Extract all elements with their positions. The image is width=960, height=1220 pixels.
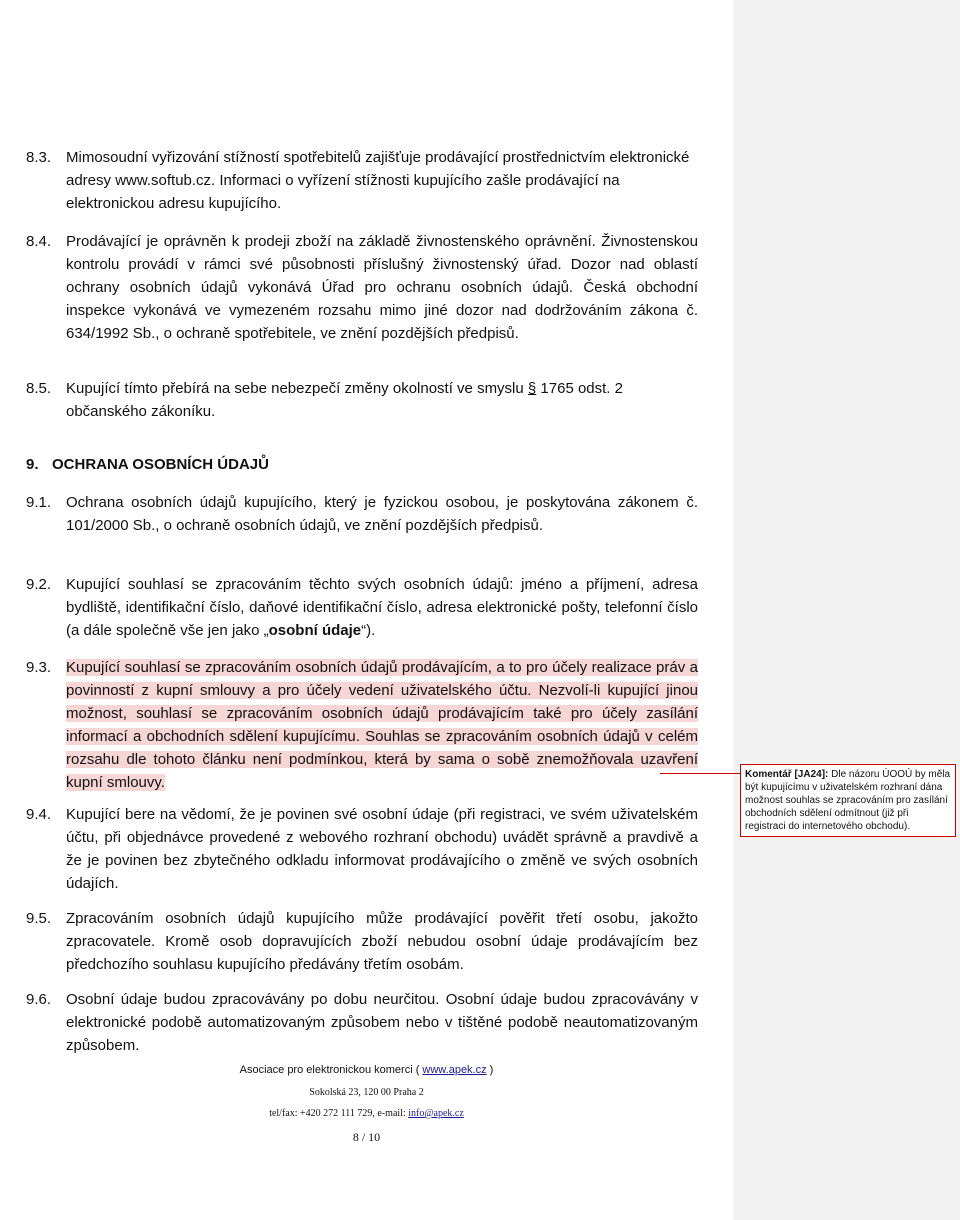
paragraph-text: Kupující tímto přebírá na sebe nebezpečí změny okolností ve smyslu § 1765 odst. 2 občanského zákoníku.	[66, 380, 623, 420]
paragraph-text: Mimosoudní vyřizování stížností spotřebitelů zajišťuje prodávající prostřednictvím elektronické adresy www.softub.cz. Informaci o vyřízení stížnosti kupujícího zašle prodávající na elektronickou adresu kupujícího.	[66, 149, 690, 212]
paragraph-text	[66, 656, 698, 794]
paragraph-number: 9.2.	[26, 576, 52, 593]
footer-address: Sokolská 23, 120 00 Praha 2	[309, 1087, 424, 1098]
commented-text-highlight[interactable]: Kupující souhlasí se zpracováním osobních údajů prodávajícím, a to pro účely realizace práv a povinností z kupní smlouvy a pro účely vedení uživatelského účtu. Nezvolí-li kupující jinou možnost, souhlasí se zpracováním osobních údajů prodávajícím také pro účely zasílání informací a obchodních sdělení kupujícímu. Souhlas se zpracováním osobních údajů v celém rozsahu dle tohoto článku není podmínkou, která by sama o sobě znemožňovala uzavření kupní smlouvy.	[66, 659, 698, 791]
paragraph-text: Kupující bere na vědomí, že je povinen své osobní údaje (při registraci, ve svém uživatelském účtu, při objednávce provedené z webového rozhraní obchodu) uvádět správně a pravdivě a že je povinen bez zbytečného odkladu informovat prodávajícího o změně ve svých osobních údajích.	[66, 806, 698, 892]
paragraph-number: 9.1.	[26, 494, 52, 511]
paragraph-9-5	[26, 907, 698, 976]
section-symbol: §	[527, 380, 537, 397]
paragraph-number: 8.5.	[26, 380, 52, 397]
footer-contact: tel/fax: +420 272 111 729, e-mail: info@apek.cz	[269, 1108, 464, 1119]
page-number: 8 / 10	[352, 1130, 381, 1144]
footer-email-link[interactable]: info@apek.cz	[408, 1108, 464, 1119]
section-title: OCHRANA OSOBNÍCH ÚDAJŮ	[52, 456, 269, 473]
defined-term: osobní údaje	[268, 622, 362, 639]
paragraph-text: Prodávající je oprávněn k prodeji zboží na základě živnostenského oprávnění. Živnostenskou kontrolu provádí v rámci své působnosti příslušný živnostenský úřad. Dozor nad oblastí ochrany osobních údajů vykonává Úřad pro ochranu osobních údajů. Česká obchodní inspekce vykonává ve vymezeném rozsahu mimo jiné dozor nad dodržováním zákona č. 634/1992 Sb., o ochraně spotřebitele, ve znění pozdějších předpisů.	[66, 233, 698, 342]
section-number: 9.	[26, 456, 39, 473]
comment-label: Komentář [JA24]:	[745, 769, 829, 780]
footer-organization: Asociace pro elektronickou komerci ( www.apek.cz )	[239, 1064, 494, 1076]
paragraph-9-6	[26, 988, 698, 1057]
paragraph-text: Osobní údaje budou zpracovávány po dobu neurčitou. Osobní údaje budou zpracovávány v elektronické podobě automatizovaným způsobem nebo v tištěné podobě neautomatizovaným způsobem.	[66, 991, 698, 1054]
section-heading	[26, 453, 626, 476]
paragraph-text: Zpracováním osobních údajů kupujícího může prodávající pověřit třetí osobu, jakožto zpracovatele. Kromě osob dopravujících zboží nebudou osobní údaje prodávajícím bez předchozího souhlasu kupujícího předávány třetím osobám.	[66, 910, 698, 973]
paragraph-8-5	[26, 377, 698, 423]
paragraph-8-4	[26, 230, 698, 345]
paragraph-number: 9.5.	[26, 910, 52, 927]
paragraph-number: 8.3.	[26, 149, 52, 166]
paragraph-number: 9.4.	[26, 806, 52, 823]
paragraph-number: 9.6.	[26, 991, 52, 1008]
paragraph-9-3	[26, 656, 698, 794]
paragraph-text: Kupující souhlasí se zpracováním těchto svých osobních údajů: jméno a příjmení, adresa bydliště, identifikační číslo, daňové identifikační číslo, adresa elektronické pošty, telefonní číslo (a dále společně vše jen jako „osobní údaje“).	[66, 576, 698, 639]
paragraph-9-2	[26, 573, 698, 642]
comment-margin-pane	[733, 0, 960, 1220]
paragraph-number: 9.3.	[26, 659, 52, 676]
paragraph-9-1	[26, 491, 698, 537]
paragraph-9-4	[26, 803, 698, 895]
paragraph-text: Ochrana osobních údajů kupujícího, který je fyzickou osobou, je poskytována zákonem č. 101/2000 Sb., o ochraně osobních údajů, ve znění pozdějších předpisů.	[66, 494, 698, 534]
footer-website-link[interactable]: www.apek.cz	[422, 1064, 487, 1076]
comment-connector-line	[660, 773, 740, 774]
paragraph-number: 8.4.	[26, 233, 52, 250]
comment-text: Dle názoru ÚOOÚ by měla být kupujícímu v uživatelském rozhraní dána možnost souhlas se zpracováním pro zasílání obchodních sdělení odmítnout (již při registraci do internetového obchodu).	[745, 769, 951, 832]
comment-balloon[interactable]	[740, 764, 956, 837]
paragraph-8-3	[26, 146, 698, 215]
